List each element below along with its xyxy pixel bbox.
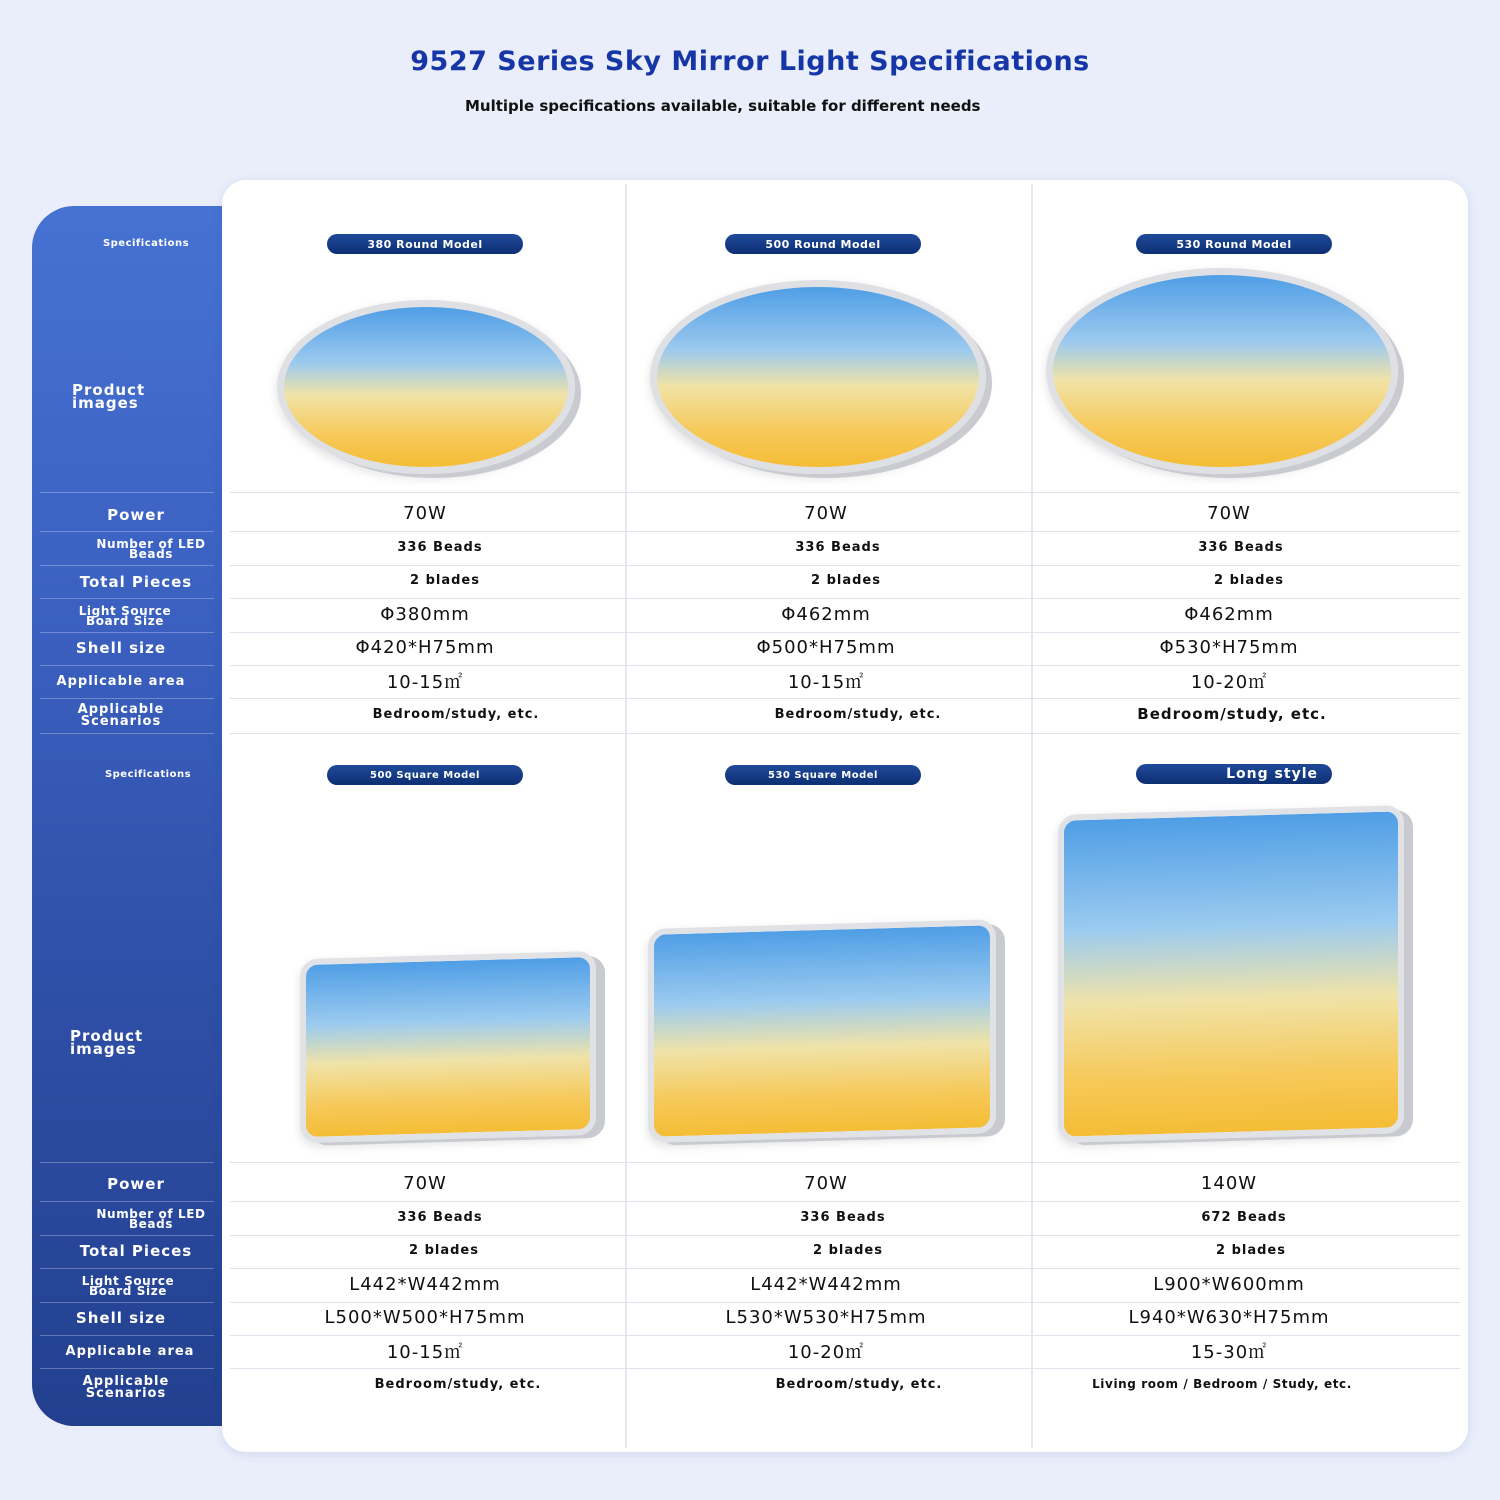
total-pieces-value: 2 blades [1214,572,1284,588]
total-pieces-value: 2 blades [811,572,881,588]
scenario-value: Bedroom/study, etc. [1137,705,1327,723]
total-pieces-value: 2 blades [813,1242,883,1258]
sidebar-divider [40,665,214,666]
applicable-area-value: 10-15㎡ [386,672,464,693]
led-beads-value: 336 Beads [800,1209,886,1225]
square-lamp-image [648,919,996,1143]
label-light-source: Light Source Board Size [81,1274,175,1298]
shell-size-value: Φ500*H75mm [756,636,896,658]
applicable-area-value: 15-30㎡ [1190,1342,1268,1363]
scenario-value: Bedroom/study, etc. [775,1376,943,1392]
scenario-value: Bedroom/study, etc. [374,1376,542,1392]
total-pieces-value: 2 blades [409,1242,479,1258]
shell-size-value: L500*W500*H75mm [324,1306,526,1328]
board-size-value: L442*W442mm [349,1273,501,1295]
total-pieces-value: 2 blades [1216,1242,1286,1258]
rectangle-lamp-image [1058,805,1404,1143]
board-size-value: L442*W442mm [750,1273,902,1295]
label-product-images: Product images [72,381,146,412]
round-lamp-image [277,300,575,474]
sidebar-divider [40,531,214,532]
label-shell-size: Shell size [75,1308,167,1327]
row-divider [230,598,1460,599]
sidebar-divider [40,1201,214,1202]
row-divider [230,1201,1460,1202]
applicable-area-value: 10-15㎡ [386,1342,464,1363]
page-subtitle: Multiple specifications available, suitable for different needs [465,97,981,115]
scenario-value: Bedroom/study, etc. [774,706,942,722]
row-divider [230,733,1460,734]
led-beads-value: 336 Beads [397,539,483,555]
applicable-area-value: 10-20㎡ [787,1342,865,1363]
row-divider [230,665,1460,666]
total-pieces-value: 2 blades [410,572,480,588]
board-size-value: Φ380mm [380,603,470,625]
sidebar-divider [40,1335,214,1336]
square-lamp-image [300,951,596,1143]
label-specifications: Specifications [104,769,192,780]
shell-size-value: Φ530*H75mm [1159,636,1299,658]
round-lamp-image [650,280,986,474]
column-divider [1031,184,1033,1448]
shell-size-value: L940*W630*H75mm [1128,1306,1330,1328]
sidebar-divider [40,565,214,566]
model-badge: 380 Round Model [327,234,523,254]
label-power: Power [107,505,165,524]
column-divider [625,184,627,1448]
model-badge: 500 Square Model [327,765,523,785]
sidebar-divider [40,598,214,599]
label-total-pieces: Total Pieces [79,1241,193,1260]
row-divider [230,565,1460,566]
applicable-area-value: 10-20㎡ [1190,672,1268,693]
label-applicable-scenarios: Applicable Scenarios [77,702,165,729]
led-beads-value: 672 Beads [1201,1209,1287,1225]
sidebar-divider [40,492,214,493]
model-badge: Long style [1136,764,1332,784]
row-divider [230,1235,1460,1236]
label-light-source: Light Source Board Size [78,604,172,628]
label-shell-size: Shell size [75,638,167,657]
power-value: 70W [804,1172,848,1194]
sidebar-divider [40,698,214,699]
power-value: 70W [1207,502,1251,524]
row-divider [230,1268,1460,1269]
label-total-pieces: Total Pieces [79,572,193,591]
label-led-beads: Number of LED Beads [96,1207,206,1231]
row-divider [230,1368,1460,1369]
board-size-value: Φ462mm [781,603,871,625]
board-size-value: Φ462mm [1184,603,1274,625]
power-value: 140W [1200,1172,1258,1194]
label-applicable-area: Applicable area [65,1344,195,1359]
page-title: 9527 Series Sky Mirror Light Specifications [410,46,1090,77]
led-beads-value: 336 Beads [795,539,881,555]
sidebar-divider [40,1162,214,1163]
model-badge: 530 Round Model [1136,234,1332,254]
led-beads-value: 336 Beads [1198,539,1284,555]
round-lamp-image [1046,268,1398,474]
sidebar-divider [40,1368,214,1369]
row-divider [230,698,1460,699]
sidebar-divider [40,1268,214,1269]
power-value: 70W [403,1172,447,1194]
board-size-value: L900*W600mm [1153,1273,1305,1295]
label-led-beads: Number of LED Beads [96,537,206,561]
power-value: 70W [804,502,848,524]
led-beads-value: 336 Beads [397,1209,483,1225]
sidebar-divider [40,733,214,734]
power-value: 70W [403,502,447,524]
shell-size-value: Φ420*H75mm [355,636,495,658]
row-divider [230,1162,1460,1163]
model-badge: 530 Square Model [725,765,921,785]
scenario-value: Bedroom/study, etc. [372,706,540,722]
row-divider [230,531,1460,532]
scenario-value: Living room / Bedroom / Study, etc. [1092,1377,1352,1391]
label-specifications: Specifications [102,238,190,249]
applicable-area-value: 10-15㎡ [787,672,865,693]
row-divider [230,1335,1460,1336]
label-power: Power [107,1174,165,1193]
model-badge: 500 Round Model [725,234,921,254]
label-applicable-scenarios: Applicable Scenarios [82,1374,170,1401]
shell-size-value: L530*W530*H75mm [725,1306,927,1328]
label-product-images: Product images [70,1027,144,1058]
row-divider [230,492,1460,493]
label-applicable-area: Applicable area [56,674,186,689]
